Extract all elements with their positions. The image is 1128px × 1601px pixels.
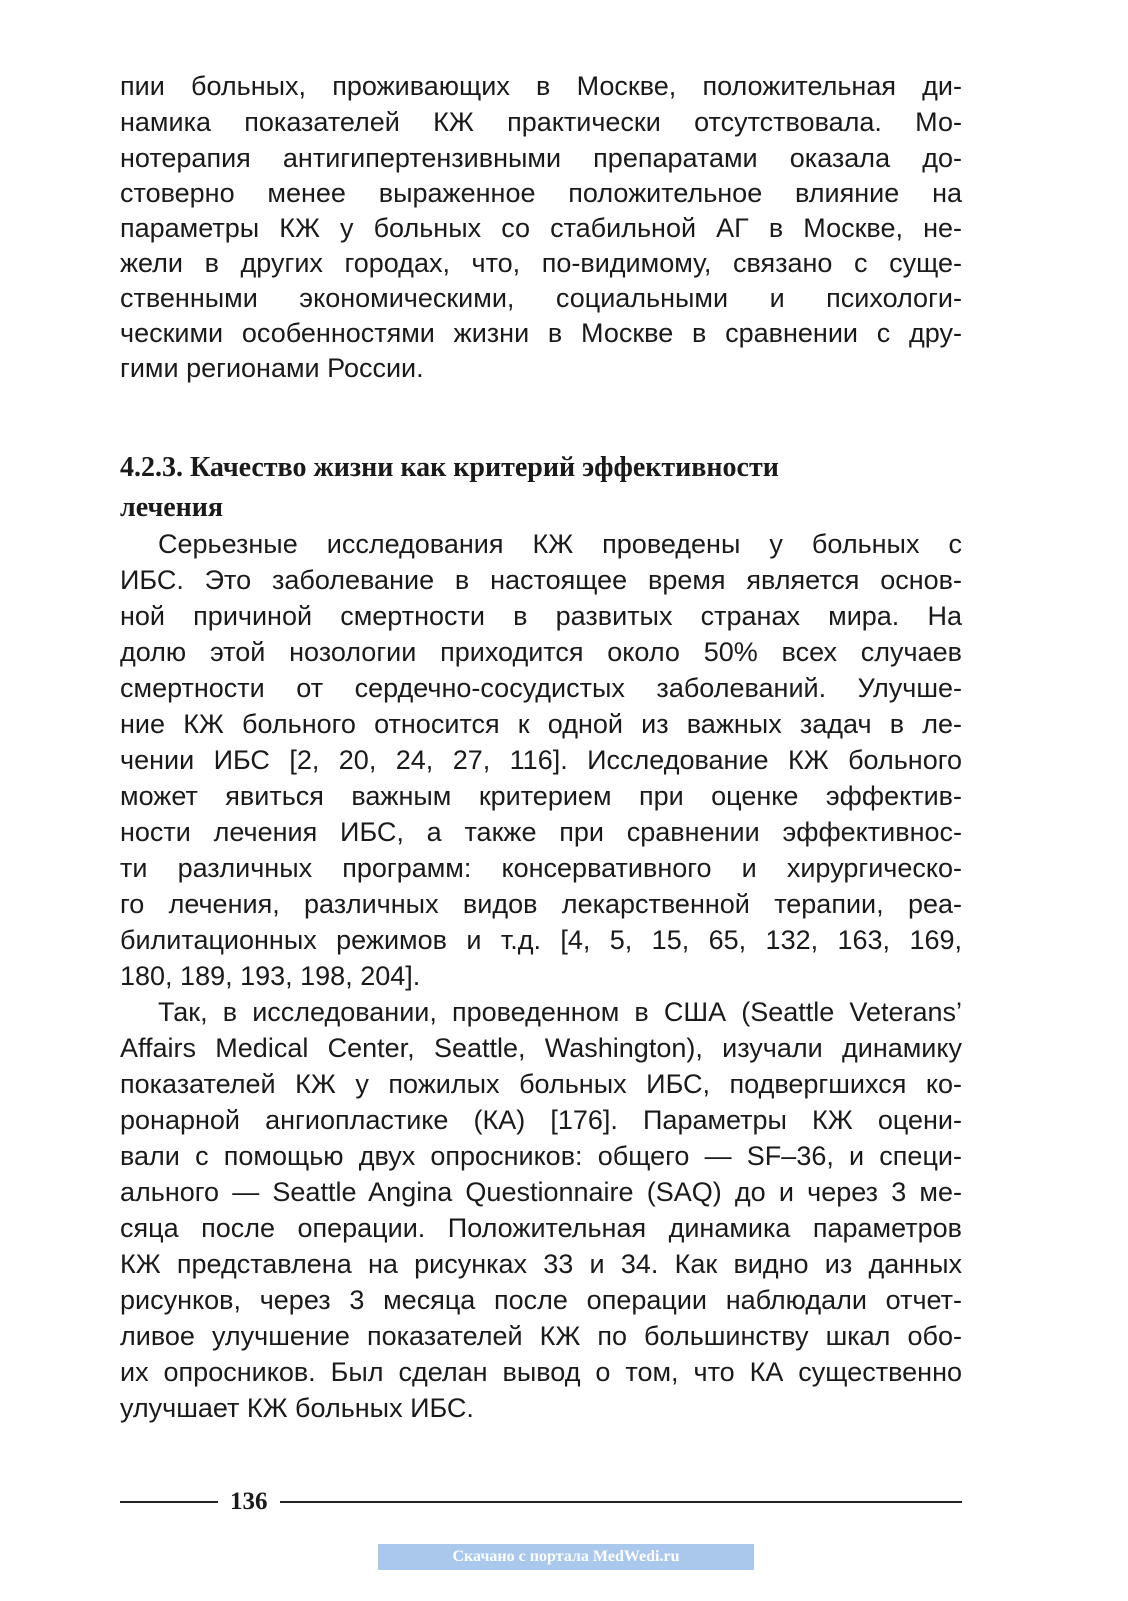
text-line: гими регионами России. <box>120 353 424 383</box>
text-line: сяца после операции. Положительная динамика параметров <box>120 1213 962 1243</box>
text-line: ти различных программ: консервативного и хирургическо- <box>120 853 962 883</box>
text-line: показателей КЖ у пожилых больных ИБС, подвергшихся ко- <box>120 1069 962 1099</box>
text-line: ливое улучшение показателей КЖ по большинству шкал обо- <box>120 1321 962 1351</box>
text-line: ИБС. Это заболевание в настоящее время является основ- <box>120 565 962 595</box>
text-line: ческими особенностями жизни в Москве в сравнении с дру- <box>120 318 962 348</box>
page-number: 136 <box>230 1488 268 1515</box>
text-line: параметры КЖ у больных со стабильной АГ в Москве, не- <box>120 213 962 243</box>
text-line: смертности от сердечно-сосудистых заболеваний. Улучше- <box>120 673 962 703</box>
footer-rule-right <box>280 1501 963 1503</box>
text-line: нотерапия антигипертензивными препаратами оказала до- <box>120 143 962 173</box>
text-line: ной причиной смертности в развитых странах мира. На <box>120 601 962 631</box>
text-line: ственными экономическими, социальными и психологи- <box>120 283 962 313</box>
text-line: ронарной ангиопластике (КА) [176]. Параметры КЖ оцени- <box>120 1105 962 1135</box>
text-line: намика показателей КЖ практически отсутствовала. Мо- <box>120 107 962 137</box>
text-line: стоверно менее выраженное положительное влияние на <box>120 178 962 208</box>
text-line: ности лечения ИБС, а также при сравнении эффективнос- <box>120 817 962 847</box>
text-line: билитационных режимов и т.д. [4, 5, 15, 65, 132, 163, 169, <box>120 925 962 955</box>
text-line: вали с помощью двух опросников: общего — SF–36, и специ- <box>120 1141 962 1171</box>
text-line: чении ИБС [2, 20, 24, 27, 116]. Исследование КЖ больного <box>120 745 962 775</box>
text-line: го лечения, различных видов лекарственной терапии, реа- <box>120 889 962 919</box>
text-line: жели в других городах, что, по-видимому, связано с суще- <box>120 248 962 278</box>
section-heading-line: лечения <box>120 492 224 523</box>
text-line: ального — Seattle Angina Questionnaire (SAQ) до и через 3 ме- <box>120 1177 962 1207</box>
text-line: может явиться важным критерием при оценке эффектив- <box>120 781 962 811</box>
text-line: 180, 189, 193, 198, 204]. <box>120 961 421 991</box>
text-line: долю этой нозологии приходится около 50% всех случаев <box>120 637 962 667</box>
text-line: Серьезные исследования КЖ проведены у больных с <box>158 529 962 559</box>
text-line: Так, в исследовании, проведенном в США (Seattle Veterans’ <box>158 997 962 1027</box>
footer-rule-left <box>120 1501 218 1503</box>
section-heading-line: 4.2.3. Качество жизни как критерий эффективности <box>120 452 779 483</box>
text-line: ние КЖ больного относится к одной из важных задач в ле- <box>120 709 962 739</box>
text-line: их опросников. Был сделан вывод о том, что КА существенно <box>120 1357 962 1387</box>
page-footer <box>120 1487 962 1517</box>
text-line: рисунков, через 3 месяца после операции наблюдали отчет- <box>120 1285 962 1315</box>
text-line: пии больных, проживающих в Москве, положительная ди- <box>120 71 962 101</box>
watermark-banner: Скачано с портала MedWedi.ru <box>378 1544 754 1570</box>
text-line: Affairs Medical Center, Seattle, Washington), изучали динамику <box>120 1033 962 1063</box>
text-line: КЖ представлена на рисунках 33 и 34. Как видно из данных <box>120 1249 962 1279</box>
text-line: улучшает КЖ больных ИБС. <box>120 1393 474 1423</box>
